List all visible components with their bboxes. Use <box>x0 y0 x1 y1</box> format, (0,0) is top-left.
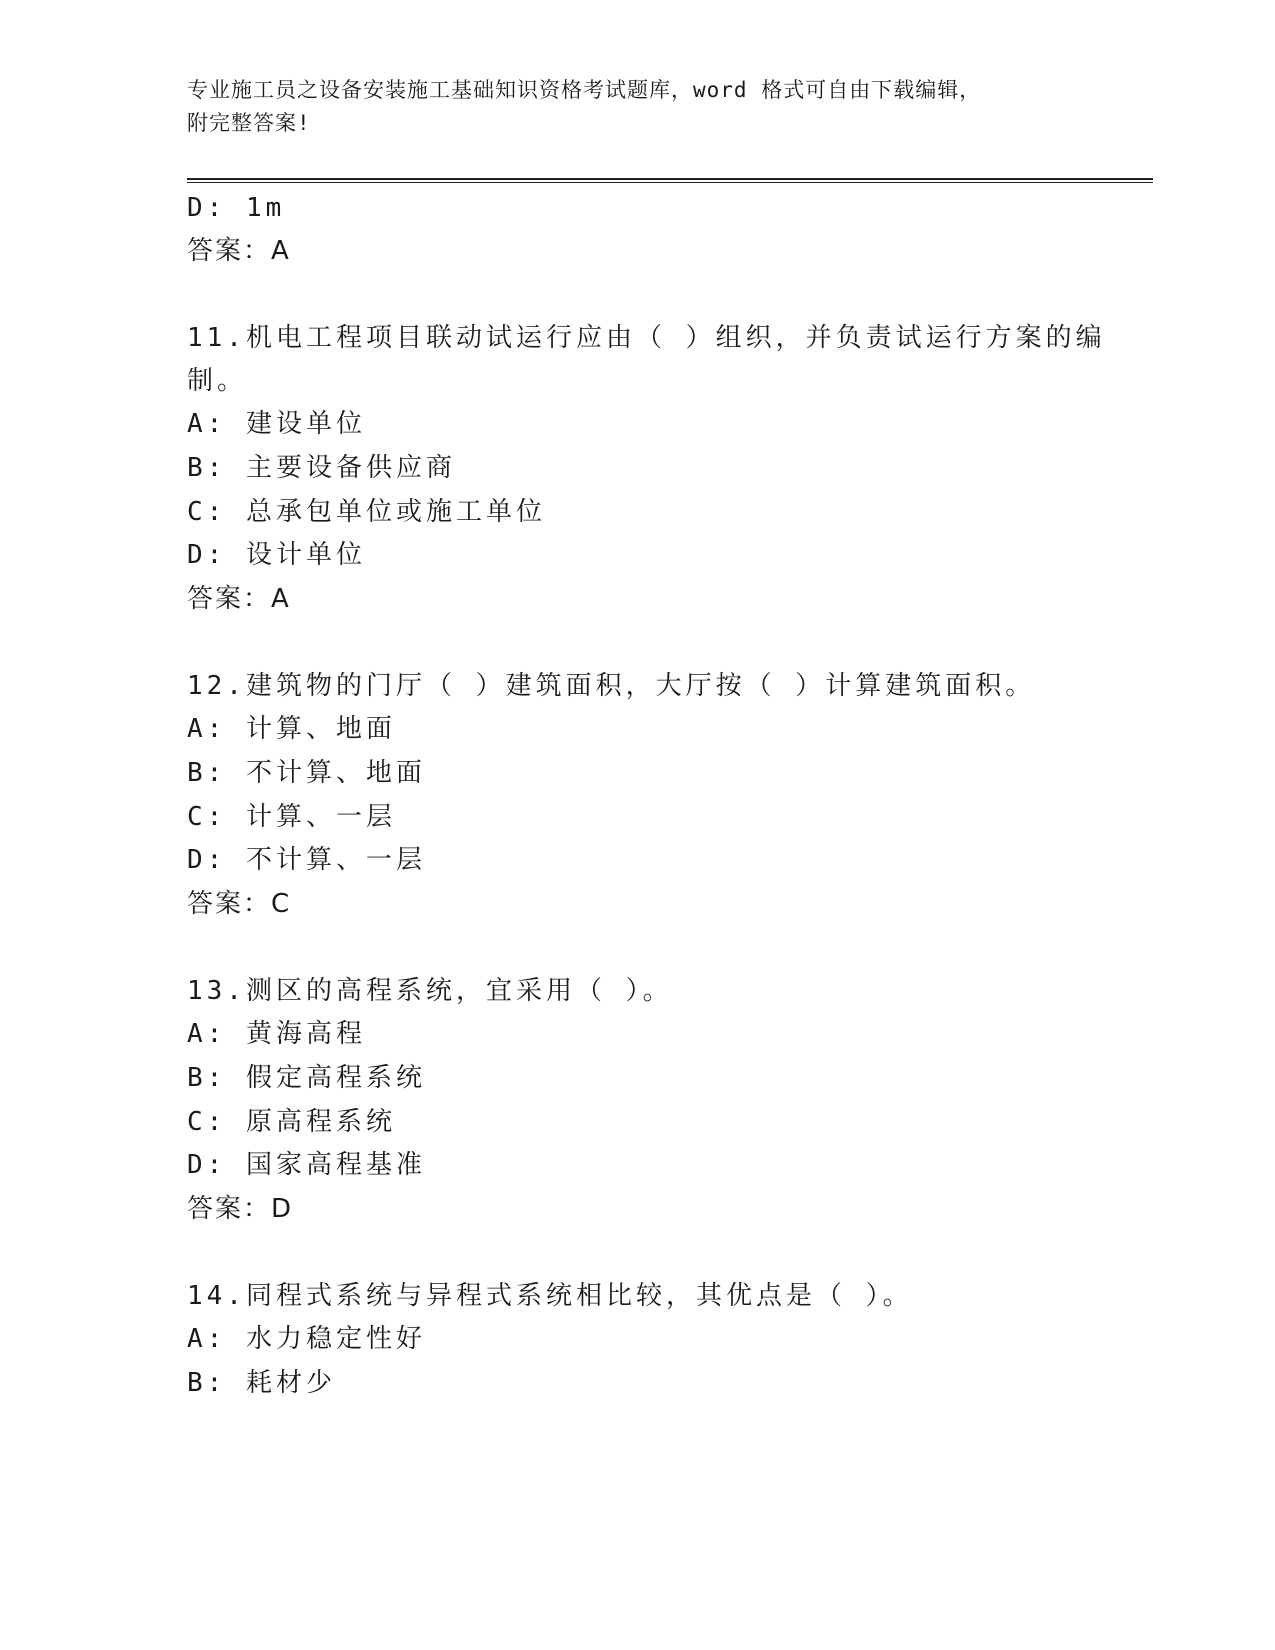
q13-answer: 答案：D <box>187 1194 294 1224</box>
q12-stem: 12.建筑物的门厅（ ）建筑面积，大厅按（ ）计算建筑面积。 <box>187 671 1036 701</box>
q12-answer: 答案：C <box>187 889 292 919</box>
q14-stem: 14.同程式系统与异程式系统相比较，其优点是（ ）。 <box>187 1281 913 1311</box>
q11-option-d: D: 设计单位 <box>187 540 366 570</box>
q13-option-d: D: 国家高程基准 <box>187 1150 426 1180</box>
document-header <box>187 74 1087 140</box>
q12-option-b: B: 不计算、地面 <box>187 758 426 788</box>
q11-option-b: B: 主要设备供应商 <box>187 453 456 483</box>
q13-option-b: B: 假定高程系统 <box>187 1063 426 1093</box>
q11-answer: 答案：A <box>187 584 291 614</box>
q14-option-a: A: 水力稳定性好 <box>187 1324 426 1354</box>
q11-stem-line-2: 制。 <box>187 366 248 396</box>
q11-stem-line-1: 11.机电工程项目联动试运行应由（ ）组织，并负责试运行方案的编 <box>187 323 1106 353</box>
header-line-2: 附完整答案! <box>187 111 311 135</box>
q11-option-c: C: 总承包单位或施工单位 <box>187 497 546 527</box>
q13-option-a: A: 黄海高程 <box>187 1019 366 1049</box>
header-divider-thick <box>187 178 1153 180</box>
q12-option-d: D: 不计算、一层 <box>187 845 426 875</box>
q11-option-a: A: 建设单位 <box>187 409 366 439</box>
q10-option-d: D: 1m <box>187 193 286 223</box>
header-divider-thin <box>187 182 1153 183</box>
q13-option-c: C: 原高程系统 <box>187 1107 396 1137</box>
header-line-1: 专业施工员之设备安装施工基础知识资格考试题库，word 格式可自由下载编辑， <box>187 78 982 102</box>
q12-option-c: C: 计算、一层 <box>187 802 396 832</box>
q10-answer: 答案：A <box>187 236 291 266</box>
q12-option-a: A: 计算、地面 <box>187 714 396 744</box>
q13-stem: 13.测区的高程系统，宜采用（ ）。 <box>187 976 673 1006</box>
q14-option-b: B: 耗材少 <box>187 1368 336 1398</box>
